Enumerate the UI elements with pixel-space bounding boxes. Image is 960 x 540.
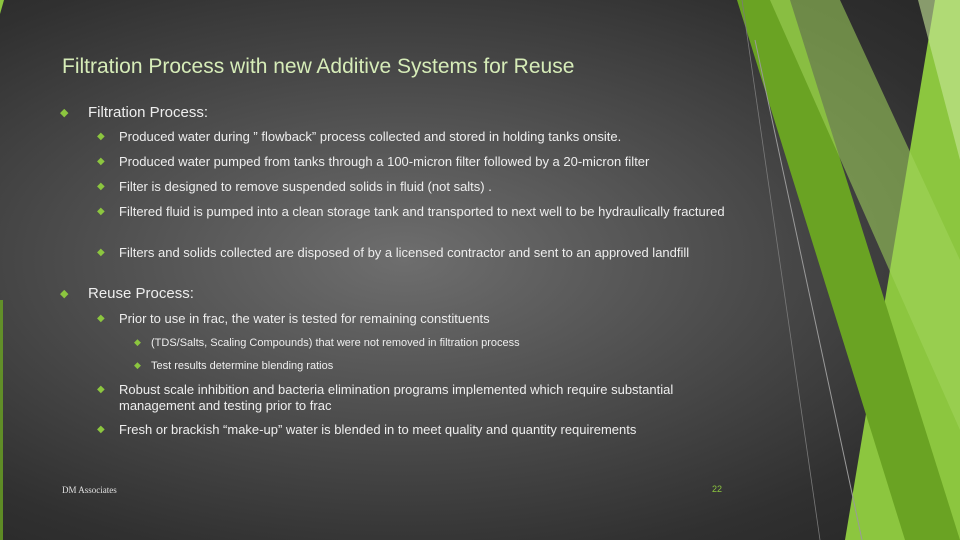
bullet-level2 xyxy=(60,179,729,195)
bullet-level2 xyxy=(60,129,729,145)
diamond-bullet-icon: ◆ xyxy=(97,181,105,192)
bullet-text: Filtration Process: xyxy=(88,104,209,121)
bullet-level3 xyxy=(60,336,520,350)
diamond-bullet-icon: ◆ xyxy=(97,131,105,142)
bullet-text: Produced water pumped from tanks through a 100-micron filter followed by a 20-micron filter xyxy=(119,154,650,169)
bullet-text: Test results determine blending ratios xyxy=(151,360,334,372)
bullet-text: Filter is designed to remove suspended solids in fluid (not salts) . xyxy=(119,179,492,194)
diamond-bullet-icon: ◆ xyxy=(97,156,105,167)
footer-organization: DM Associates xyxy=(62,485,117,495)
diamond-bullet-icon: ◆ xyxy=(60,288,69,300)
bullet-text: Robust scale inhibition and bacteria elimination programs implemented which require substantial management and testing prior to frac xyxy=(119,382,674,413)
bullet-level3 xyxy=(60,359,333,373)
bullet-level1 xyxy=(60,285,194,303)
diamond-bullet-icon: ◆ xyxy=(134,337,141,347)
diamond-bullet-icon: ◆ xyxy=(97,247,105,258)
bullet-text: (TDS/Salts, Scaling Compounds) that were not removed in filtration process xyxy=(151,337,520,349)
bullet-text: Prior to use in frac, the water is tested for remaining constituents xyxy=(119,311,490,326)
bullet-text: Filtered fluid is pumped into a clean storage tank and transported to next well to be hydraulically fractured xyxy=(119,204,725,219)
page-number: 22 xyxy=(712,484,723,494)
diamond-bullet-icon: ◆ xyxy=(97,384,105,395)
bullet-level2 xyxy=(60,311,729,327)
bullet-text: Produced water during ” flowback” process collected and stored in holding tanks onsite. xyxy=(119,129,622,144)
bullet-text: Reuse Process: xyxy=(88,285,194,302)
bullet-level2 xyxy=(60,245,729,261)
diamond-bullet-icon: ◆ xyxy=(97,424,105,435)
diamond-bullet-icon: ◆ xyxy=(60,107,69,119)
bullet-text: Fresh or brackish “make-up” water is blended in to meet quality and quantity requirements xyxy=(119,422,637,437)
diamond-bullet-icon: ◆ xyxy=(97,313,105,324)
bullet-text: Filters and solids collected are disposed of by a licensed contractor and sent to an approved landfill xyxy=(119,245,690,260)
diamond-bullet-icon: ◆ xyxy=(134,360,141,370)
bullet-level2 xyxy=(60,422,729,438)
bullet-level2 xyxy=(60,204,729,220)
bullet-level2 xyxy=(60,154,729,170)
bullet-level2 xyxy=(60,382,729,414)
diamond-bullet-icon: ◆ xyxy=(97,206,105,217)
bullet-level1 xyxy=(60,104,208,122)
slide-title: Filtration Process with new Additive Systems for Reuse xyxy=(62,55,575,78)
